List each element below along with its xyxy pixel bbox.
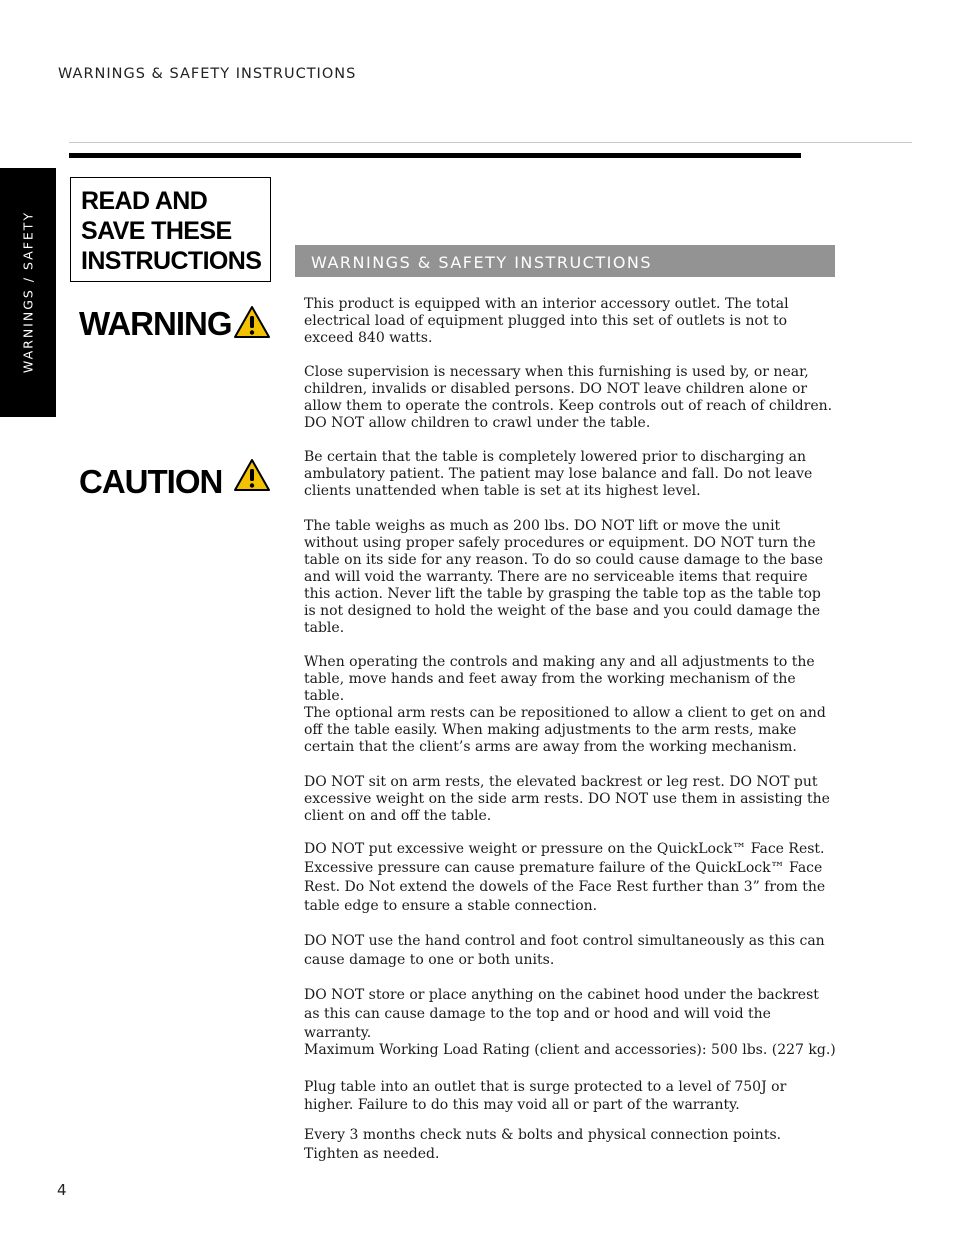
paragraph: When operating the controls and making any and all adjustments to the table, move hands and feet away from the working mechanism of the table. <box>304 654 815 704</box>
warning-heading: WARNING <box>79 305 232 342</box>
paragraph: DO NOT use the hand control and foot control simultaneously as this can cause damage to one or both units. <box>304 933 825 968</box>
paragraph: DO NOT sit on arm rests, the elevated backrest or leg rest. DO NOT put excessive weight on the side arm rests. DO NOT use them in assisting the client on and off the table. <box>304 774 830 824</box>
running-header: WARNINGS & SAFETY INSTRUCTIONS <box>58 66 357 82</box>
page-number: 4 <box>57 1181 67 1199</box>
paragraph: Close supervision is necessary when this furnishing is used by, or near, children, invalids or disabled persons. DO NOT leave children alone or allow them to operate the controls. Keep controls out of reach of children. DO NOT allow children to crawl under the table. <box>304 364 833 431</box>
header-thin-rule <box>69 142 912 143</box>
read-and-save-text: READ AND SAVE THESE INSTRUCTIONS <box>81 187 262 275</box>
section-title: WARNINGS & SAFETY INSTRUCTIONS <box>311 253 653 272</box>
paragraph: The table weighs as much as 200 lbs. DO NOT lift or move the unit without using proper safely procedures or equipment. DO NOT turn the table on its side for any reason. To do so could cause damage to the base and will void the warranty. There are no serviceable items that require this action. Never lift the table by grasping the table top as the table top is not designed to hold the weight of the base and you could damage the table. <box>304 518 824 636</box>
paragraph: The optional arm rests can be repositioned to allow a client to get on and off the table easily. When making adjustments to the arm rests, make certain that the client’s arms are away from the working mechanism. <box>304 705 826 755</box>
warning-triangle-icon <box>233 305 271 339</box>
header-thick-rule <box>69 153 801 158</box>
paragraph: This product is equipped with an interior accessory outlet. The total electrical load of equipment plugged into this set of outlets is not to exceed 840 watts. <box>304 296 789 346</box>
read-and-save-box <box>70 177 271 282</box>
paragraph: Every 3 months check nuts & bolts and physical connection points. Tighten as needed. <box>304 1127 782 1162</box>
side-tab-label: WARNINGS / SAFETY <box>20 210 36 374</box>
paragraph: Maximum Working Load Rating (client and accessories): 500 lbs. (227 kg.) <box>304 1042 836 1058</box>
paragraph: DO NOT put excessive weight or pressure on the QuickLock™ Face Rest. Excessive pressure can cause premature failure of the QuickLock™ Face Rest. Do Not extend the dowels of the Face Rest further than 3” from the table edge to ensure a stable connection. <box>304 841 826 914</box>
paragraph: Be certain that the table is completely lowered prior to discharging an ambulatory patient. The patient may lose balance and fall. Do not leave clients unattended when table is set at its highest level. <box>304 449 813 499</box>
caution-heading: CAUTION <box>79 463 223 500</box>
section-title-bar <box>295 245 835 277</box>
warning-triangle-icon <box>233 458 271 492</box>
paragraph: Plug table into an outlet that is surge protected to a level of 750J or higher. Failure to do this may void all or part of the warranty. <box>304 1079 787 1113</box>
paragraph: DO NOT store or place anything on the cabinet hood under the backrest as this can cause damage to the top and or hood and will void the warranty. <box>304 987 819 1041</box>
